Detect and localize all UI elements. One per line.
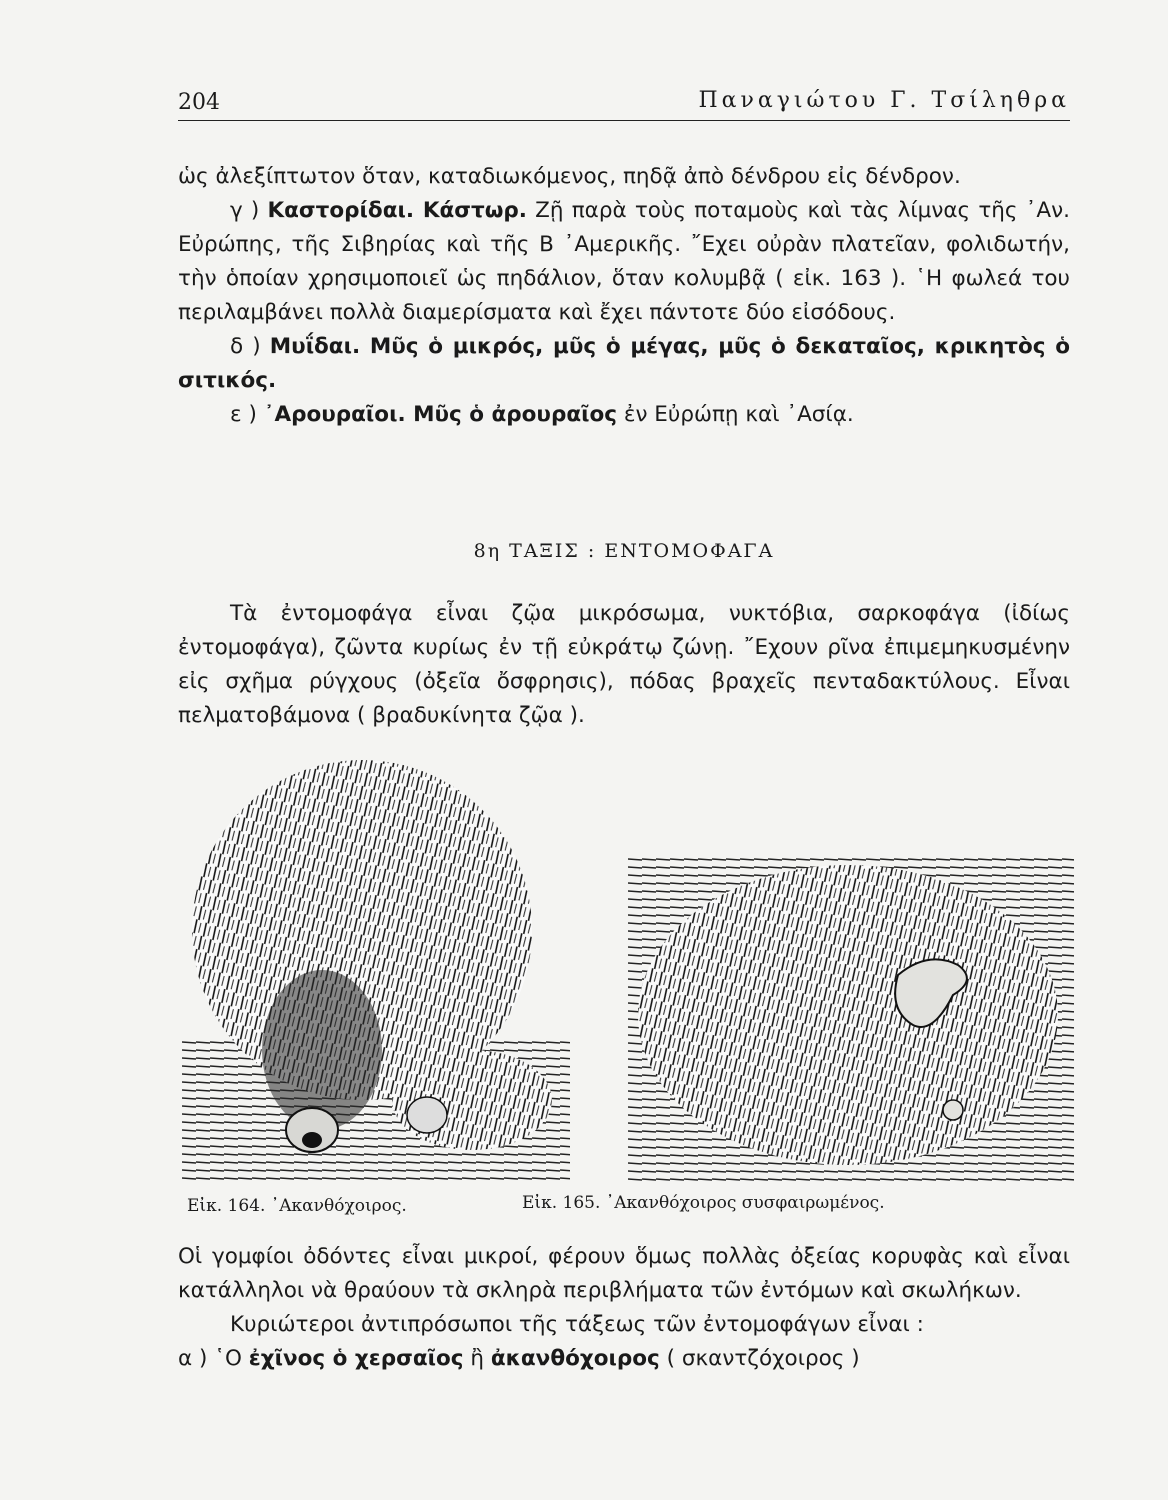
- running-head: Παναγιώτου Γ. Τσίληθρα: [698, 88, 1070, 113]
- representatives-line: Κυριώτεροι ἀντιπρόσωποι τῆς τάξεως τῶν ἐντομοφάγων εἶναι :: [230, 1312, 924, 1337]
- text-block-bottom: [178, 1240, 1070, 1376]
- figure-165-rolled-hedgehog-illustration: [628, 855, 1074, 1183]
- item-gamma: [178, 194, 1070, 330]
- item-alpha-article: ῾Ο: [214, 1346, 242, 1371]
- figure-165-caption: Εἰκ. 165. ᾿Ακανθόχοιρος συσφαιρωμένος.: [522, 1193, 885, 1213]
- item-delta-title: Μυΐδαι. Μῦς ὁ μικρός, μῦς ὁ μέγας, μῦς ὁ δεκαταῖος, κρικητὸς ὁ σιτικός.: [178, 334, 1070, 393]
- item-alpha-or: ἢ: [470, 1346, 485, 1371]
- hedgehog-drawing: [182, 750, 570, 1190]
- item-alpha: [178, 1342, 1070, 1376]
- item-gamma-label: γ ): [230, 198, 260, 223]
- item-delta-label: δ ): [230, 334, 261, 359]
- item-epsilon-text: ἐν Εὐρώπῃ καὶ ᾿Ασίᾳ.: [623, 402, 854, 427]
- insectivores-intro: [178, 597, 1070, 733]
- item-alpha-name-1: ἐχῖνος ὁ χερσαῖος: [248, 1346, 464, 1371]
- continuation-paragraph: ὡς ἀλεξίπτωτον ὅταν, καταδιωκόμενος, πηδᾷ ἀπὸ δένδρου εἰς δένδρον.: [178, 164, 961, 189]
- text-block-top: [178, 160, 1070, 432]
- insectivores-paragraph: Τὰ ἐντομοφάγα εἶναι ζῷα μικρόσωμα, νυκτόβια, σαρκοφάγα (ἰδίως ἐντομοφάγα), ζῶντα κυρίως ἐν τῇ εὐκράτῳ ζώνῃ. ῎Εχουν ρῖνα ἐπιμεμηκυσμένην εἰς σχῆμα ρύγχους (ὀξεῖα ὄσφρησις), πόδας βραχεῖς πενταδακτύλους. Εἶναι πελματοβάμονα ( βραδυκίνητα ζῷα ).: [178, 601, 1070, 728]
- molars-paragraph: Οἱ γομφίοι ὀδόντες εἶναι μικροί, φέρουν ὅμως πολλὰς ὀξείας κορυφὰς καὶ εἶναι κατάλληλοι νὰ θραύουν τὰ σκληρὰ περιβλήματα τῶν ἐντόμων καὶ σκωλήκων.: [178, 1244, 1070, 1303]
- section-heading: 8η ΤΑΞΙΣ : ΕΝΤΟΜΟΦΑΓΑ: [473, 540, 775, 562]
- figure-164-caption: Εἰκ. 164. ᾿Ακανθόχοιρος.: [187, 1196, 407, 1216]
- item-epsilon: [178, 398, 1070, 432]
- page-number: 204: [178, 90, 220, 115]
- item-epsilon-title: ᾿Αρουραῖοι. Μῦς ὁ ἀρουραῖος: [263, 402, 617, 427]
- item-epsilon-label: ε ): [230, 402, 257, 427]
- page-header: [178, 86, 1070, 121]
- figure-164-hedgehog-illustration: [182, 750, 570, 1190]
- item-alpha-name-2: ἀκανθόχοιρος: [490, 1346, 660, 1371]
- item-gamma-text: Ζῇ παρὰ τοὺς ποταμοὺς καὶ τὰς λίμνας τῆς ᾿Αν. Εὐρώπης, τῆς Σιβηρίας καὶ τῆς Β ᾿Αμερικῆς. ῎Εχει οὐρὰν πλατεῖαν, φολιδωτήν, τὴν ὁποίαν χρησιμοποιεῖ ὡς πηδάλιον, ὅταν κολυμβᾷ ( εἰκ. 163 ). ῾Η φωλεά του περιλαμβάνει πολλὰ διαμερίσματα καὶ ἔχει πάντοτε δύο εἰσόδους.: [178, 198, 1070, 325]
- item-alpha-label: α ): [178, 1346, 208, 1371]
- item-delta: [178, 330, 1070, 398]
- item-gamma-title: Καστορίδαι. Κάστωρ.: [267, 198, 527, 223]
- rolled-hedgehog-drawing: [628, 855, 1074, 1183]
- item-alpha-common-name: ( σκαντζόχοιρος ): [666, 1346, 860, 1371]
